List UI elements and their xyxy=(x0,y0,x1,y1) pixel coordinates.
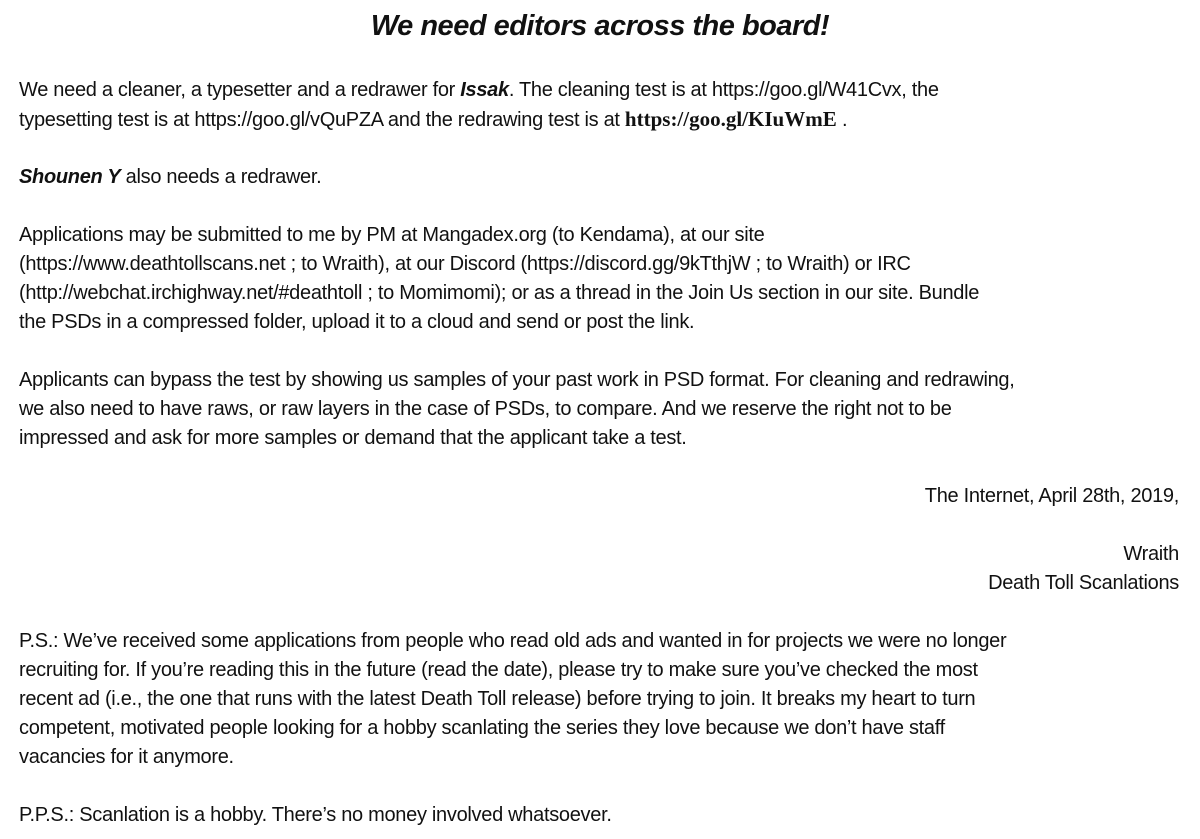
recruitment-intro xyxy=(19,76,1179,134)
text-line xyxy=(19,743,1179,772)
text-line xyxy=(19,714,1179,743)
text-segment: Wraith xyxy=(1123,543,1179,565)
text-segment-bi: Shounen Y xyxy=(19,166,121,188)
text-segment-bi: Issak xyxy=(460,79,509,101)
text-line xyxy=(19,308,1179,337)
text-line xyxy=(19,656,1179,685)
blank-line xyxy=(19,511,1179,540)
text-segment: the PSDs in a compressed folder, upload it to a cloud and send or post the link. xyxy=(19,311,695,333)
text-line xyxy=(19,366,1179,395)
text-segment: recent ad (i.e., the one that runs with the latest Death Toll release) before trying to join. It breaks my heart to turn xyxy=(19,688,976,710)
text-segment: typesetting test is at https://goo.gl/vQuPZA and the redrawing test is at xyxy=(19,109,625,131)
text-line xyxy=(19,540,1179,569)
text-segment: The Internet, April 28th, 2019, xyxy=(924,485,1179,507)
text-segment: . The cleaning test is at https://goo.gl/W41Cvx, the xyxy=(508,79,939,101)
blank-line xyxy=(19,134,1179,163)
blank-line xyxy=(19,453,1179,482)
application-instructions xyxy=(19,221,1179,337)
text-line xyxy=(19,424,1179,453)
text-line xyxy=(19,482,1179,511)
text-segment: recruiting for. If you’re reading this in the future (read the date), please try to make sure you’ve checked the most xyxy=(19,659,978,681)
text-line xyxy=(19,105,1179,134)
signature xyxy=(19,540,1179,598)
text-line xyxy=(19,250,1179,279)
text-segment: competent, motivated people looking for a hobby scanlating the series they love because we don’t have staff xyxy=(19,717,945,739)
text-segment: P.P.S.: Scanlation is a hobby. There’s no money involved whatsoever. xyxy=(19,804,612,826)
text-segment: (https://www.deathtollscans.net ; to Wraith), at our Discord (https://discord.gg/9kTthjW ; to Wraith) or IRC xyxy=(19,253,911,275)
text-segment: We need a cleaner, a typesetter and a redrawer for xyxy=(19,79,461,101)
page-title: We need editors across the board! xyxy=(370,10,830,42)
text-segment: Death Toll Scanlations xyxy=(988,572,1179,594)
text-segment: Applicants can bypass the test by showing us samples of your past work in PSD format. For cleaning and redrawing, xyxy=(19,369,1015,391)
text-line xyxy=(19,685,1179,714)
text-line xyxy=(19,627,1179,656)
blank-line xyxy=(19,192,1179,221)
document-body xyxy=(19,76,1179,830)
text-line xyxy=(19,279,1179,308)
text-line xyxy=(19,395,1179,424)
postscript xyxy=(19,627,1179,772)
text-segment: we also need to have raws, or raw layers in the case of PSDs, to compare. And we reserve the right not to be xyxy=(19,398,952,420)
text-line xyxy=(19,221,1179,250)
text-segment: Applications may be submitted to me by PM at Mangadex.org (to Kendama), at our site xyxy=(19,224,765,246)
blank-line xyxy=(19,772,1179,801)
blank-line xyxy=(19,598,1179,627)
post-postscript xyxy=(19,801,1179,830)
text-line xyxy=(19,76,1179,105)
text-segment-serif-bold: https://goo.gl/KIuWmE xyxy=(624,107,837,131)
text-segment: also needs a redrawer. xyxy=(120,166,322,188)
text-segment: (http://webchat.irchighway.net/#deathtoll ; to Momimomi); or as a thread in the Join Us section in our site. Bundle xyxy=(19,282,980,304)
dateline xyxy=(19,482,1179,511)
test-bypass xyxy=(19,366,1179,453)
text-segment: impressed and ask for more samples or demand that the applicant take a test. xyxy=(19,427,687,449)
text-line xyxy=(19,163,1179,192)
text-segment: . xyxy=(836,109,848,131)
blank-line xyxy=(19,337,1179,366)
text-line xyxy=(19,569,1179,598)
text-line xyxy=(19,801,1179,830)
shounen-y-note xyxy=(19,163,1179,192)
text-segment: P.S.: We’ve received some applications from people who read old ads and wanted in for projects we were no longer xyxy=(19,630,1007,652)
text-segment: vacancies for it anymore. xyxy=(19,746,234,768)
